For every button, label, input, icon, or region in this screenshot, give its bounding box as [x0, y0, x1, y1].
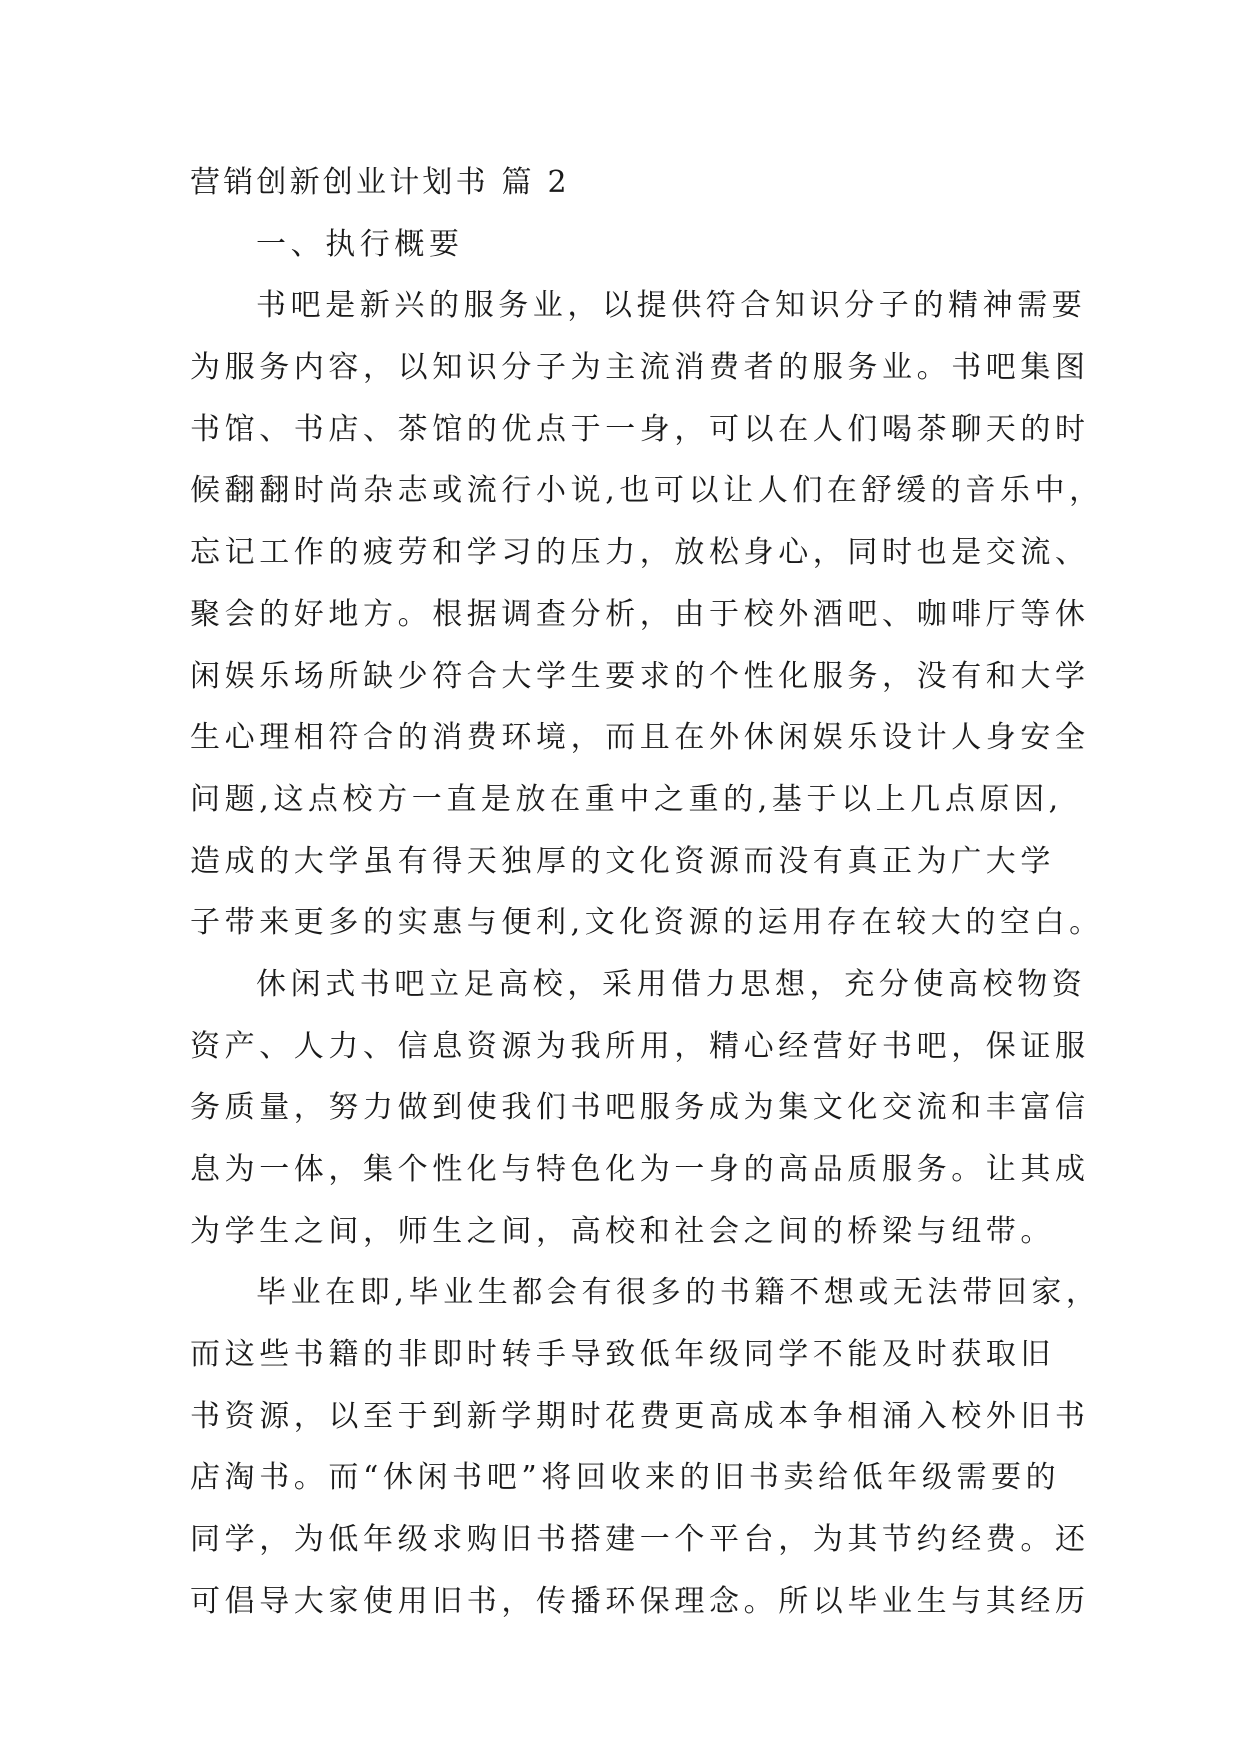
paragraph-line: 为学生之间，师生之间，高校和社会之间的桥梁与纽带。: [190, 1213, 1055, 1249]
paragraph-line: 书吧是新兴的服务业，以提供符合知识分子的精神需要: [256, 288, 1087, 324]
paragraph-line: 闲娱乐场所缺少符合大学生要求的个性化服务，没有和大学: [190, 658, 1090, 694]
paragraph-1: [190, 275, 1104, 954]
document-title: 营销创新创业计划书 篇 2: [190, 165, 570, 200]
section-heading: 一、执行概要: [256, 226, 464, 262]
paragraph-line: 务质量，努力做到使我们书吧服务成为集文化交流和丰富信: [190, 1090, 1090, 1126]
paragraph-line: 可倡导大家使用旧书，传播环保理念。所以毕业生与其经历: [190, 1583, 1090, 1619]
paragraph-3: [190, 1262, 1101, 1632]
paragraph-line: 店淘书。而“休闲书吧”将回收来的旧书卖给低年级需要的: [190, 1460, 1061, 1496]
paragraph-line: 息为一体，集个性化与特色化为一身的高品质服务。让其成: [190, 1152, 1090, 1187]
paragraph-line: 资产、人力、信息资源为我所用，精心经营好书吧，保证服: [190, 1028, 1090, 1064]
paragraph-line: 问题,这点校方一直是放在重中之重的,基于以上几点原因,: [190, 781, 1063, 817]
paragraph-line: 造成的大学虽有得天独厚的文化资源而没有真正为广大学: [190, 843, 1055, 879]
paragraph-2: [190, 954, 1090, 1262]
paragraph-line: 书馆、书店、茶馆的优点于一身，可以在人们喝茶聊天的时: [190, 411, 1090, 447]
paragraph-line: 而这些书籍的非即时转手导致低年级同学不能及时获取旧: [190, 1337, 1055, 1373]
paragraph-line: 为服务内容，以知识分子为主流消费者的服务业。书吧集图: [190, 350, 1090, 386]
paragraph-line: 生心理相符合的消费环境，而且在外休闲娱乐设计人身安全: [190, 720, 1090, 756]
paragraph-line: 休闲式书吧立足高校，采用借力思想，充分使高校物资: [256, 966, 1087, 1002]
paragraph-line: 毕业在即,毕业生都会有很多的书籍不想或无法带回家，: [256, 1275, 1101, 1311]
paragraph-line: 书资源，以至于到新学期时花费更高成本争相涌入校外旧书: [190, 1398, 1090, 1434]
paragraph-line: 子带来更多的实惠与便利,文化资源的运用存在较大的空白。: [190, 905, 1104, 941]
paragraph-line: 忘记工作的疲劳和学习的压力，放松身心，同时也是交流、: [190, 535, 1090, 571]
paragraph-line: 同学，为低年级求购旧书搭建一个平台，为其节约经费。还: [190, 1522, 1090, 1558]
paragraph-line: 聚会的好地方。根据调查分析，由于校外酒吧、咖啡厅等休: [190, 596, 1090, 632]
document-body: [190, 152, 1104, 1633]
paragraph-line: 候翻翻时尚杂志或流行小说,也可以让人们在舒缓的音乐中，: [190, 473, 1104, 509]
